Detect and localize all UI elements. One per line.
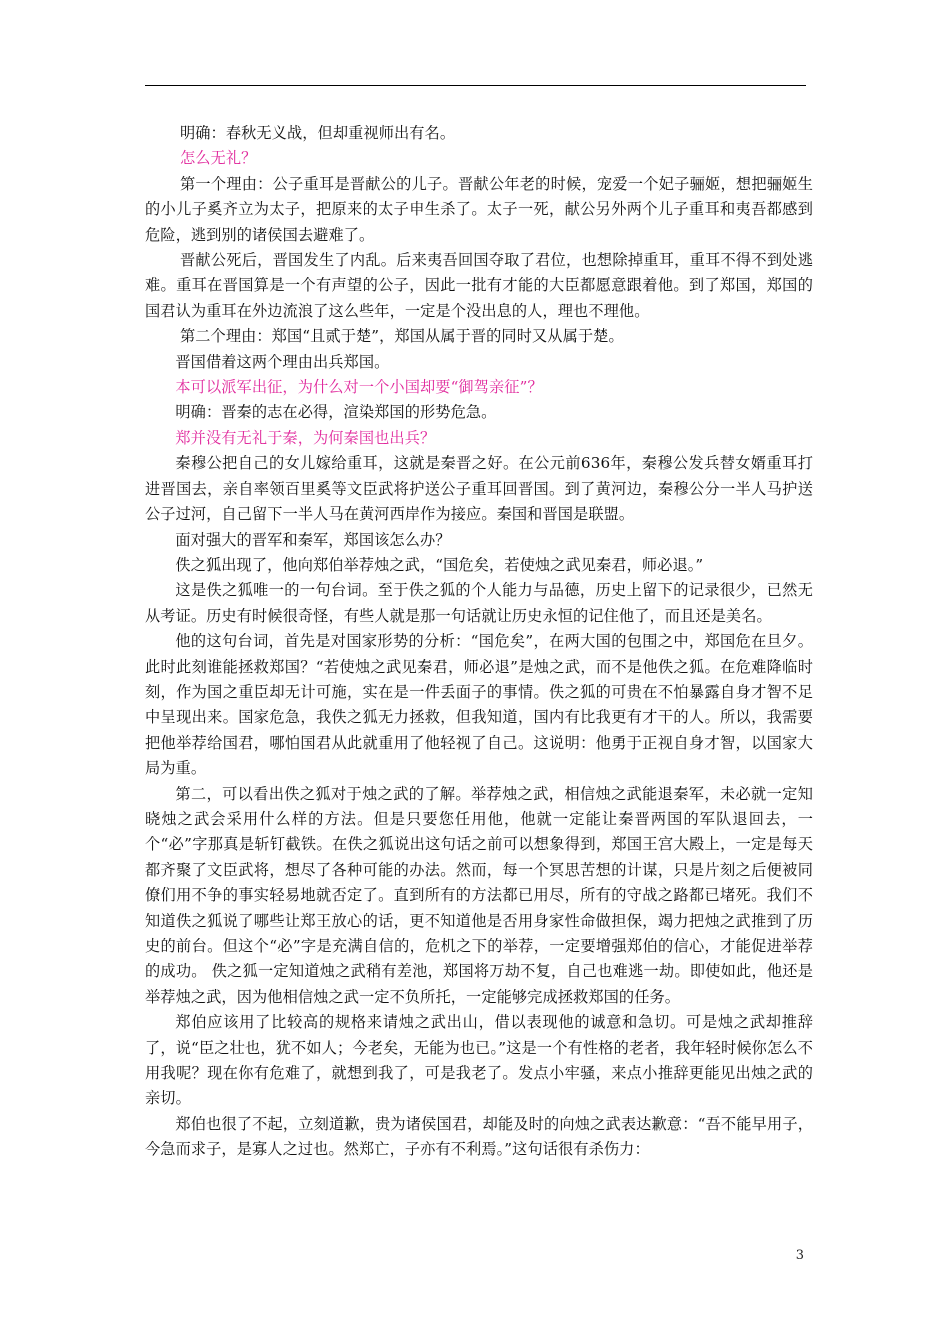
paragraph: 第一个理由：公子重耳是晋献公的儿子。晋献公年老的时候，宠爱一个妃子骊姬，想把骊姬生的小儿子奚齐立为太子，把原来的太子申生杀了。太子一死，献公另外两个儿子重耳和夷吾都感到危险，逃到别的诸侯国去避难了。 xyxy=(145,174,813,244)
paragraph: 明确：春秋无义战，但却重视师出有名。 xyxy=(179,124,456,142)
header-rule xyxy=(145,85,806,86)
paragraph: 秦穆公把自己的女儿嫁给重耳，这就是秦晋之好。在公元前636年，秦穆公发兵替女婿重耳打进晋国去，亲自率领百里奚等文臣武将护送公子重耳回晋国。到了黄河边，秦穆公分一半人马护送公子过河，自己留下一半人马在黄河西岸作为接应。秦国和晋国是联盟。 xyxy=(145,454,813,524)
question-paragraph: 怎么无礼？ xyxy=(179,149,257,168)
paragraph: 晋献公死后，晋国发生了内乱。后来夷吾回国夺取了君位，也想除掉重耳，重耳不得不到处逃难。重耳在晋国算是一个有声望的公子，因此一批有才能的大臣都愿意跟着他。到了郑国，郑国的国君认为重耳在外边流浪了这么些年，一定是个没出息的人，理也不理他。 xyxy=(145,251,813,320)
paragraph: 这是佚之狐唯一的一句台词。至于佚之狐的个人能力与品德，历史上留下的记录很少，已然无从考证。历史有时候很奇怪，有些人就是那一句话就让历史永恒的记住他了，而且还是美名。 xyxy=(145,581,813,625)
question-paragraph: 本可以派军出征，为什么对一个小国却要“御驾亲征”？ xyxy=(175,378,543,397)
paragraph: 郑伯应该用了比较高的规格来请烛之武出山，借以表现他的诚意和急切。可是烛之武却推辞了，说“臣之壮也，犹不如人；今老矣，无能为也已。”这是一个有性格的老者，我年轻时候你怎么不用我呢？现在你有危难了，就想到我了，可是我老了。发点小牢骚，来点小推辞更能见出烛之武的亲切。 xyxy=(145,1013,813,1108)
paragraph: 佚之狐出现了，他向郑伯举荐烛之武，“国危矣，若使烛之武见秦君，师必退。” xyxy=(175,555,704,574)
paragraph: 第二个理由：郑国“且贰于楚”，郑国从属于晋的同时又从属于楚。 xyxy=(179,327,624,346)
page-number: 3 xyxy=(795,1248,804,1263)
paragraph: 明确：晋秦的志在必得，渲染郑国的形势危急。 xyxy=(175,403,497,422)
paragraph: 面对强大的晋军和秦军，郑国该怎么办？ xyxy=(175,530,451,549)
paragraph: 第二，可以看出佚之狐对于烛之武的了解。举荐烛之武，相信烛之武能退秦军，未必就一定知晓烛之武会采用什么样的方法。但是只要您任用他，他就一定能让秦晋两国的军队退回去，一个“必”字那真是斩钉截铁。在佚之狐说出这句话之前可以想象得到，郑国王宫大殿上，一定是每天都齐聚了文臣武将，想尽了各种可能的办法。然而，每一个冥思苦想的计谋，只是片刻之后便被同僚们用不争的事实轻易地就否定了。直到所有的方法都已用尽，所有的守战之路都已堵死。我们不知道佚之狐说了哪些让郑王放心的话，更不知道他是否用身家性命做担保，竭力把烛之武推到了历史的前台。但这个“必”字是充满自信的，危机之下的举荐，一定要增强郑伯的信心，才能促进举荐的成功。 佚之狐一定知道烛之武稍有差池，郑国将万劫不复，自己也难逃一劫。即使如此，他还是举荐烛之武，因为他相信烛之武一定不负所托，一定能够完成拯救郑国的任务。 xyxy=(145,784,813,1006)
paragraph: 晋国借着这两个理由出兵郑国。 xyxy=(175,352,390,371)
paragraph: 他的这句台词，首先是对国家形势的分析：“国危矣”，在两大国的包围之中，郑国危在旦夕。此时此刻谁能拯救郑国？“若使烛之武见秦君，师必退”是烛之武，而不是他佚之狐。在危难降临时刻，作为国之重臣却无计可施，实在是一件丢面子的事情。佚之狐的可贵在不怕暴露自身才智不足中呈现出来。国家危急，我佚之狐无力拯救，但我知道，国内有比我更有才干的人。所以，我需要把他举荐给国君，哪怕国君从此就重用了他轻视了自己。这说明：他勇于正视自身才智，以国家大局为重。 xyxy=(145,632,813,778)
question-paragraph: 郑并没有无礼于秦，为何秦国也出兵？ xyxy=(175,428,436,447)
document-body xyxy=(145,121,813,1163)
paragraph: 郑伯也很了不起，立刻道歉，贵为诸侯国君，却能及时的向烛之武表达歉意：“吾不能早用子，今急而求子，是寡人之过也。然郑亡，子亦有不利焉。”这句话很有杀伤力： xyxy=(145,1114,813,1159)
